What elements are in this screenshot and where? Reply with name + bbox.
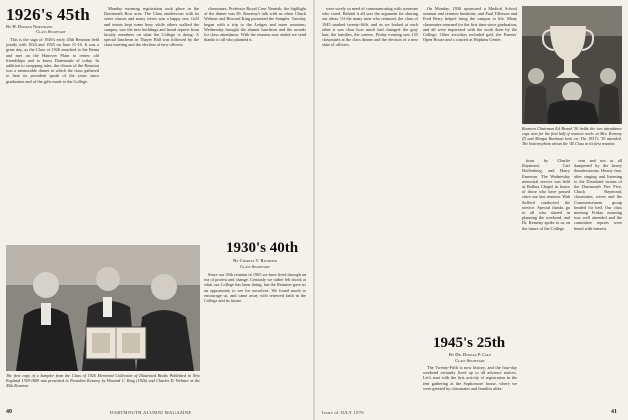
article-column-1 xyxy=(6,37,99,243)
article-paragraph: were sorely in need of communicating with someone who cared. Behind it all was the argument for sharing our ideas. Of the many men who returned, the class of 1945 marked twenty-fifth, and as we looked at each other it was clear how much had changed: the gray hair, the families, the careers. Friday evening saw 155 classmates at the class dinner and the election of a new slate of officers. xyxy=(322,6,418,48)
article-paragraph: classmates. Professor Royal Case Nemiah, the highlight of the dinner was Dr. Kemeny's talk with us when Chuck Webster and Howard King presented the Sampler. Tuesday began with a trip to the Ledges and more reunions; Wednesday brought the alumni luncheon and the awards for class attendance. With the reunion now ended we send thanks to all who planned it. xyxy=(204,6,306,43)
article-paragraph: This is the saga of 1926's early 45th Reunion held jointly with 1924 and 1925 on June 11-16. It was a great day, as the Class of 1926 marched to the Bema and met on the Hanover Plain to renew old friendships and to know Dartmouth of today. In addition to swapping tales, the climax of the Reunion was a memorable dinner at which the class gathered to hear its president speak of the years since graduation and of the gifts made to the College. xyxy=(6,37,99,84)
magazine-footer: DARTMOUTH ALUMNI MAGAZINE xyxy=(110,410,192,415)
byline-author: By Dr. Donald P. Cole xyxy=(448,352,492,357)
left-page xyxy=(0,0,313,420)
article-title-1945: 1945's 25th xyxy=(433,335,506,351)
article-column-1 xyxy=(322,6,418,404)
article-column-4 xyxy=(204,272,306,404)
trophy-photo-caption: Reunion Chairman Ed Brand '30 holds the two attendance cups won for the first half of reunion week: at Mrs. Kemeny (l) and Margot Boelman look on. The 1931's '30 attended. The bottom photo shows the '45 Class in its first reunion. xyxy=(522,126,622,146)
issue-footer: Issue of JULY 1970 xyxy=(322,410,364,415)
article-byline-1926 xyxy=(6,24,96,35)
article-column-6 xyxy=(574,158,622,404)
page-number-right: 41 xyxy=(611,409,617,415)
article-paragraph: On Monday, 1930 sponsored a Medical School seminar and reunion breakfast, and Paul Tillotson and Fred Berry helped bring the campus to life. Many classmates returned for the first time since graduation, and all were impressed with the work done by the College. Other activities included golf, the Parents' Open House and a concert at Hopkins Center. xyxy=(423,6,517,43)
byline-author: By H. Donald Norstrand xyxy=(6,24,53,29)
byline-author: By Charles V. Raymond xyxy=(233,258,277,263)
byline-role: Class Secretary xyxy=(36,29,66,35)
article-column-2 xyxy=(104,6,199,243)
article-paragraph: Monday morning registration took place in the Dartmouth Row area. The Class rendezvous with its sister classes and many wives was a happy one. Golf and tennis kept some busy while others walked the campus, saw the new buildings and heard reports from faculty members on what the College is doing. A special luncheon in Thayer Hall was followed by the class meeting and the election of new officers. xyxy=(104,6,199,48)
article-byline-1930 xyxy=(204,258,306,269)
trophy-photo xyxy=(522,6,622,124)
page-number-left: 40 xyxy=(6,409,12,415)
byline-role: Class Secretary xyxy=(455,357,485,363)
sampler-photo-caption: The first copy of a Sampler from the Class of 1926 Memorial Collection of Illustrated Books Published in New England 1769-1869 was presented to President Kemeny by Howard C. King (1926) and Charles D. Webster at the 45th Reunion. xyxy=(6,373,200,388)
article-byline-1945 xyxy=(423,352,517,363)
article-paragraph: cent and not at all dampened by the heavy thunderstorms. Hearty fare, after singing and listening to the Dixieland strains of the Dartmouth Fire Five, Chuck Raymond, classmates, wives and the Commencement group headed for bed. Our class meeting Friday morning was well attended and the committee reports were heard with interest. xyxy=(574,158,622,231)
byline-role: Class Secretary xyxy=(240,263,270,269)
article-column-5 xyxy=(522,158,570,404)
article-column-3 xyxy=(423,365,517,405)
article-title-1926: 1926's 45th xyxy=(6,5,90,24)
right-page xyxy=(315,0,628,420)
article-title-1930: 1930's 40th xyxy=(226,240,299,256)
article-column-3 xyxy=(204,6,306,234)
article-paragraph: The Twenty-Fifth is now history, and the four-day weekend certainly lived up to all advance notices. Let's start with the first activity of registration in the tent gathering at the Sophomore house, where we were greeted by classmates and families alike. xyxy=(423,365,517,391)
reunion-sampler-photo xyxy=(6,245,200,371)
article-paragraph: tions by Charlie Raymond, Carl Hoffenberg, and Harry Emerson. The Wednesday memorial service was held at Rollins Chapel in honor of those who have passed since our last reunion. Wah Sufferd conducted the service. Special thanks go to all who shared in planning the weekend, and Dr. Kemeny spoke to us on the future of the College. xyxy=(522,158,570,231)
article-paragraph: Since our 35th reunion in 1965 we have lived through an era of protest and change. Certainly we rather felt shock at what our College has been doing, but the Reunion gave us an opportunity to see for ourselves. We found much to encourage us, and came away with renewed faith in the College and its future. xyxy=(204,272,306,304)
